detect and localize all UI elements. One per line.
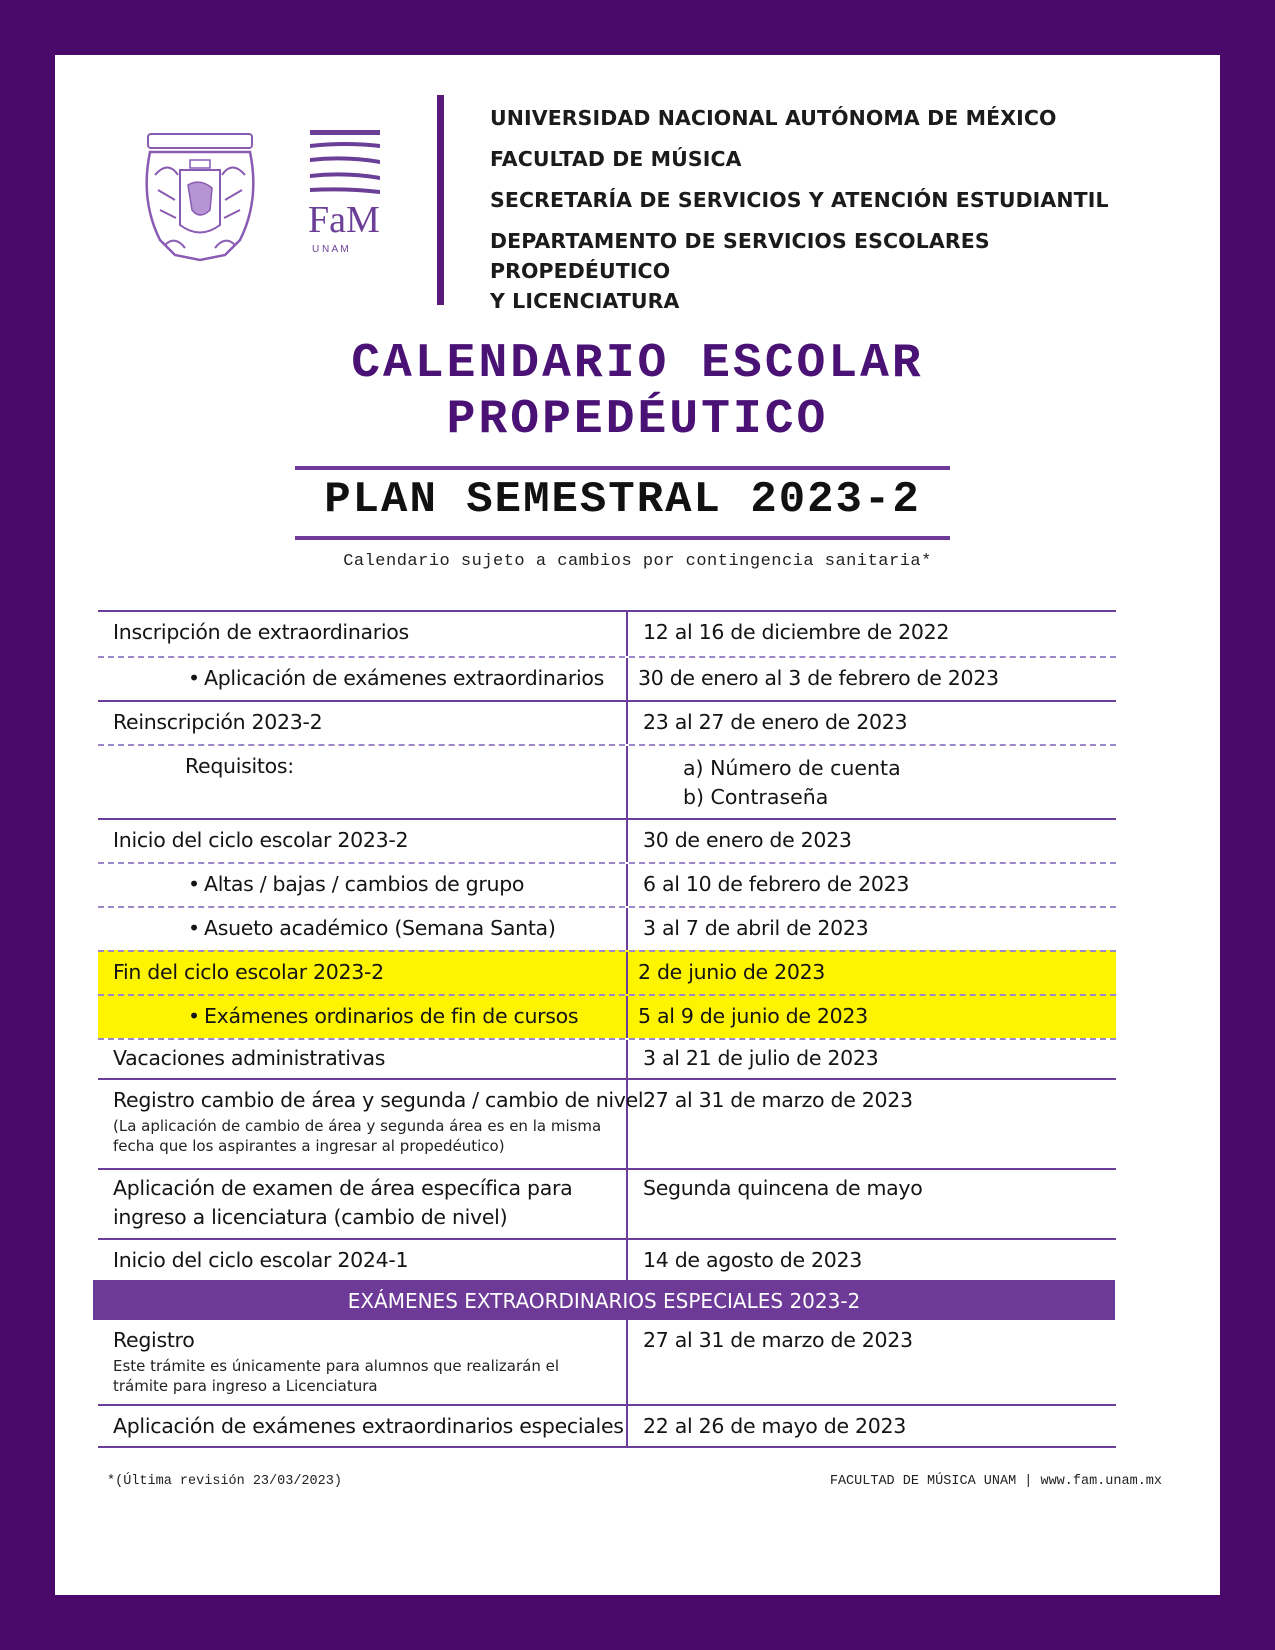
row-date: 30 de enero al 3 de febrero de 2023 xyxy=(638,666,999,690)
table-row xyxy=(98,1078,1116,1168)
bullet-icon: • xyxy=(188,916,200,940)
fam-logo-text: FaM xyxy=(308,199,380,241)
row-date: 3 al 7 de abril de 2023 xyxy=(643,916,869,940)
row-label: Requisitos: xyxy=(185,754,294,778)
row-label: Asueto académico (Semana Santa) xyxy=(204,916,556,940)
footer-revision: *(Última revisión 23/03/2023) xyxy=(107,1474,342,1489)
table-row xyxy=(98,1038,1116,1078)
table-row xyxy=(98,744,1116,818)
requirement-item: a) Número de cuenta xyxy=(683,756,901,780)
row-date: Segunda quincena de mayo xyxy=(643,1176,923,1200)
table-row xyxy=(98,818,1116,862)
row-date: 30 de enero de 2023 xyxy=(643,828,852,852)
row-label: Fin del ciclo escolar 2023-2 xyxy=(113,960,384,984)
header-line-department-2: Y LICENCIATURA xyxy=(490,289,680,313)
requirement-item: b) Contraseña xyxy=(683,785,829,809)
table-row xyxy=(98,1404,1116,1446)
row-note: (La aplicación de cambio de área y segunda área es en la misma fecha que los aspirantes a ingresar al propedéutico) xyxy=(113,1117,602,1155)
row-date: 3 al 21 de julio de 2023 xyxy=(643,1046,879,1070)
row-date: 27 al 31 de marzo de 2023 xyxy=(643,1328,913,1352)
header-line-faculty: FACULTAD DE MÚSICA xyxy=(490,147,742,171)
table-row xyxy=(98,610,1116,656)
row-label-line: ingreso a licenciatura (cambio de nivel) xyxy=(113,1205,508,1229)
header-line-secretariat: SECRETARÍA DE SERVICIOS Y ATENCIÓN ESTUDIANTIL xyxy=(490,188,1109,212)
requirements-list xyxy=(683,754,901,812)
header-line-department: DEPARTAMENTO DE SERVICIOS ESCOLARES PROPEDÉUTICO xyxy=(490,229,990,283)
bullet-icon: • xyxy=(188,872,200,896)
bullet-icon: • xyxy=(188,1004,200,1028)
row-date: 23 al 27 de enero de 2023 xyxy=(643,710,908,734)
title-line-2: PROPEDÉUTICO xyxy=(446,393,829,447)
title-rule-top xyxy=(295,466,950,470)
row-date: 2 de junio de 2023 xyxy=(638,960,826,984)
row-date: 27 al 31 de marzo de 2023 xyxy=(643,1088,913,1112)
document-page xyxy=(55,55,1220,1595)
row-label: Registro xyxy=(113,1328,195,1352)
header-line-university: UNIVERSIDAD NACIONAL AUTÓNOMA DE MÉXICO xyxy=(490,106,1057,130)
row-label: Vacaciones administrativas xyxy=(113,1046,386,1070)
table-row xyxy=(98,1238,1116,1280)
table-row xyxy=(98,862,1116,906)
table-row-highlighted xyxy=(98,950,1116,994)
row-label: Reinscripción 2023-2 xyxy=(113,710,323,734)
row-label: Inicio del ciclo escolar 2023-2 xyxy=(113,828,409,852)
row-date: 14 de agosto de 2023 xyxy=(643,1248,862,1272)
row-label: Aplicación de exámenes extraordinarios especiales xyxy=(113,1414,624,1438)
calendar-table xyxy=(98,610,1116,1448)
row-label xyxy=(113,1174,572,1232)
row-date: 22 al 26 de mayo de 2023 xyxy=(643,1414,906,1438)
table-row xyxy=(98,1168,1116,1238)
unam-seal-icon xyxy=(140,130,260,265)
table-bottom-rule xyxy=(98,1446,1116,1448)
bullet-icon: • xyxy=(188,666,200,690)
row-label-line: Aplicación de examen de área específica para xyxy=(113,1176,573,1200)
table-row-highlighted xyxy=(98,994,1116,1038)
header-divider xyxy=(437,95,444,305)
row-date: 6 al 10 de febrero de 2023 xyxy=(643,872,910,896)
fam-logo-sub: U N A M xyxy=(312,244,349,255)
title-rule-bottom xyxy=(295,536,950,540)
row-note: Este trámite es únicamente para alumnos que realizarán el trámite para ingreso a Licenciatura xyxy=(113,1357,560,1395)
row-label: Exámenes ordinarios de fin de cursos xyxy=(204,1004,579,1028)
table-row xyxy=(98,700,1116,744)
footer-website: FACULTAD DE MÚSICA UNAM | www.fam.unam.mx xyxy=(829,1474,1162,1489)
table-row xyxy=(98,656,1116,700)
row-label: Inicio del ciclo escolar 2024-1 xyxy=(113,1248,409,1272)
title-line-1: CALENDARIO ESCOLAR xyxy=(351,337,924,391)
table-row xyxy=(98,906,1116,950)
row-label: Inscripción de extraordinarios xyxy=(113,620,409,644)
logos xyxy=(140,130,410,280)
table-row xyxy=(98,1320,1116,1404)
row-date: 12 al 16 de diciembre de 2022 xyxy=(643,620,950,644)
subtitle: Calendario sujeto a cambios por contingencia sanitaria* xyxy=(343,552,932,571)
fam-logo-icon xyxy=(300,130,390,260)
institution-header xyxy=(490,103,1170,327)
section-band: EXÁMENES EXTRAORDINARIOS ESPECIALES 2023-2 xyxy=(93,1280,1115,1320)
row-date: 5 al 9 de junio de 2023 xyxy=(638,1004,868,1028)
row-label: Altas / bajas / cambios de grupo xyxy=(204,872,525,896)
row-label: Registro cambio de área y segunda / cambio de nivel xyxy=(113,1088,644,1112)
plan-title: PLAN SEMESTRAL 2023-2 xyxy=(324,475,921,525)
row-label: Aplicación de exámenes extraordinarios xyxy=(204,666,604,690)
